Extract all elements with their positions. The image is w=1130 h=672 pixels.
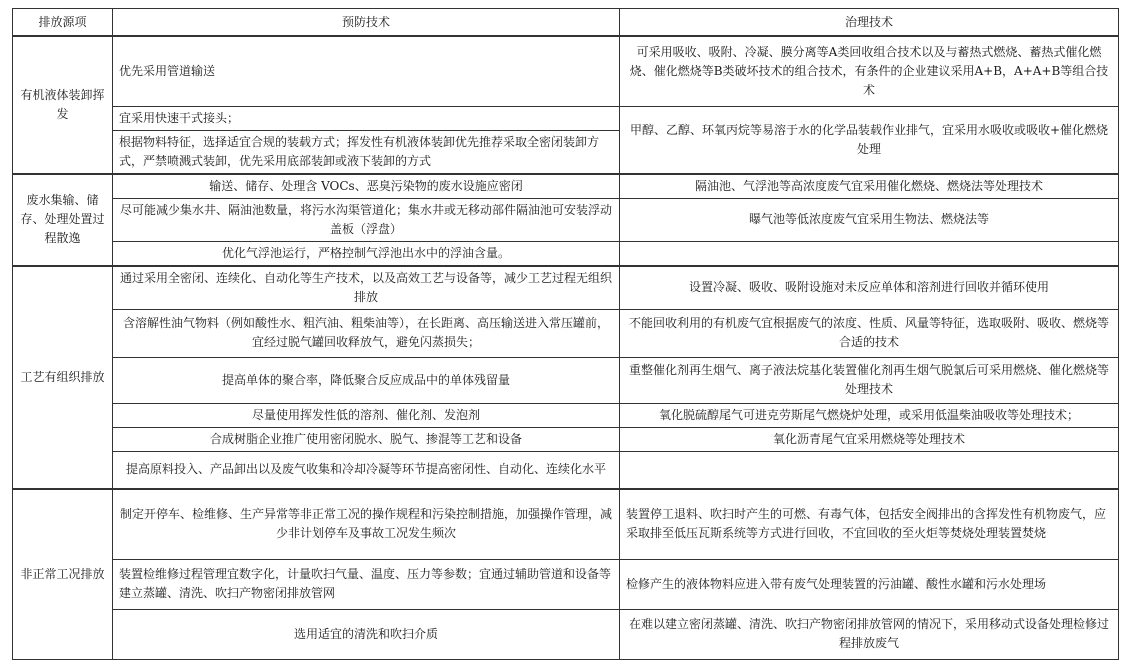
treatment-cell: 隔油池、气浮池等高浓度废气宜采用催化燃烧、燃烧法等处理技术 [620,174,1119,199]
emission-control-table [12,8,1119,660]
prevention-cell: 根据物料特征，选择适宜合规的装载方式；挥发性有机液体装卸优先推荐采取全密闭装卸方式，严禁喷溅式装卸，优先采用底部装卸或液下装卸的方式 [113,130,620,174]
table-row [13,451,1119,489]
source-cell: 非正常工况排放 [13,489,113,659]
prevention-cell: 装置检维修过程管理宜数字化，计量吹扫气量、温度、压力等参数；宜通过辅助管道和设备等建立蒸罐、清洗、吹扫产物密闭排放管网 [113,559,620,609]
header-treatment: 治理技术 [620,9,1119,37]
table-row [13,266,1119,310]
header-row [13,9,1119,37]
table-row [13,309,1119,357]
prevention-cell: 尽量使用挥发性低的溶剂、催化剂、发泡剂 [113,403,620,427]
source-cell: 有机液体装卸挥发 [13,36,113,174]
table-row [13,174,1119,199]
table-row [13,36,1119,106]
treatment-cell: 不能回收利用的有机废气宜根据废气的浓度、性质、风量等特征，选取吸附、吸收、燃烧等合适的技术 [620,309,1119,357]
table-row [13,106,1119,130]
prevention-cell: 选用适宜的清洗和吹扫介质 [113,609,620,659]
source-cell: 工艺有组织排放 [13,266,113,490]
source-cell: 废水集输、储存、处理处置过程散逸 [13,174,113,266]
table-row [13,241,1119,266]
treatment-cell: 甲醇、乙醇、环氧丙烷等易溶于水的化学品装载作业排气，宜采用水吸收或吸收+催化燃烧处理 [620,106,1119,174]
table-row [13,403,1119,427]
treatment-cell: 在难以建立密闭蒸罐、清洗、吹扫产物密闭排放管网的情况下，采用移动式设备处理检修过程排放废气 [620,609,1119,659]
header-prevention: 预防技术 [113,9,620,37]
prevention-cell: 输送、储存、处理含 VOCs、恶臭污染物的废水设施应密闭 [113,174,620,199]
treatment-cell: 可采用吸收、吸附、冷凝、膜分离等A类回收组合技术以及与蓄热式燃烧、蓄热式催化燃烧、催化燃烧等B类破坏技术的组合技术，有条件的企业建议采用A+B，A+A+B等组合技术 [620,36,1119,106]
prevention-cell: 含溶解性油气物料（例如酸性水、粗汽油、粗柴油等），在长距离、高压输送进入常压罐前，宜经过脱气罐回收释放气，避免闪蒸损失； [113,309,620,357]
treatment-cell [620,451,1119,489]
treatment-cell: 设置冷凝、吸收、吸附设施对未反应单体和溶剂进行回收并循环使用 [620,266,1119,310]
prevention-cell: 通过采用全密闭、连续化、自动化等生产技术，以及高效工艺与设备等，减少工艺过程无组织排放 [113,266,620,310]
prevention-cell: 优化气浮池运行，严格控制气浮池出水中的浮油含量。 [113,241,620,266]
treatment-cell [620,241,1119,266]
table-row [13,489,1119,559]
treatment-cell: 曝气池等低浓度废气宜采用生物法、燃烧法等 [620,198,1119,241]
table-row [13,357,1119,403]
prevention-cell: 宜采用快速干式接头； [113,106,620,130]
header-source: 排放源项 [13,9,113,37]
table-row [13,198,1119,241]
table-row [13,559,1119,609]
treatment-cell: 装置停工退料、吹扫时产生的可燃、有毒气体，包括安全阀排出的含挥发性有机物废气，应采取排至低压瓦斯系统等方式进行回收，不宜回收的至火炬等焚烧处理装置焚烧 [620,489,1119,559]
treatment-cell: 重整催化剂再生烟气、离子液法烷基化装置催化剂再生烟气脱氯后可采用燃烧、催化燃烧等处理技术 [620,357,1119,403]
prevention-cell: 提高单体的聚合率，降低聚合反应成品中的单体残留量 [113,357,620,403]
prevention-cell: 尽可能减少集水井、隔油池数量，将污水沟渠管道化；集水井或无移动部件隔油池可安装浮动盖板（浮盘） [113,198,620,241]
treatment-cell: 氧化沥青尾气宜采用燃烧等处理技术 [620,427,1119,451]
treatment-cell: 检修产生的液体物料应进入带有废气处理装置的污油罐、酸性水罐和污水处理场 [620,559,1119,609]
prevention-cell: 合成树脂企业推广使用密闭脱水、脱气、掺混等工艺和设备 [113,427,620,451]
prevention-cell: 优先采用管道输送 [113,36,620,106]
table-row [13,609,1119,659]
table-container [12,8,1119,660]
prevention-cell: 制定开停车、检维修、生产异常等非正常工况的操作规程和污染控制措施，加强操作管理，减少非计划停车及事故工况发生频次 [113,489,620,559]
prevention-cell: 提高原料投入、产品卸出以及废气收集和冷却冷凝等环节提高密闭性、自动化、连续化水平 [113,451,620,489]
table-row [13,427,1119,451]
treatment-cell: 氧化脱硫醇尾气可进克劳斯尾气燃烧炉处理，或采用低温柴油吸收等处理技术； [620,403,1119,427]
